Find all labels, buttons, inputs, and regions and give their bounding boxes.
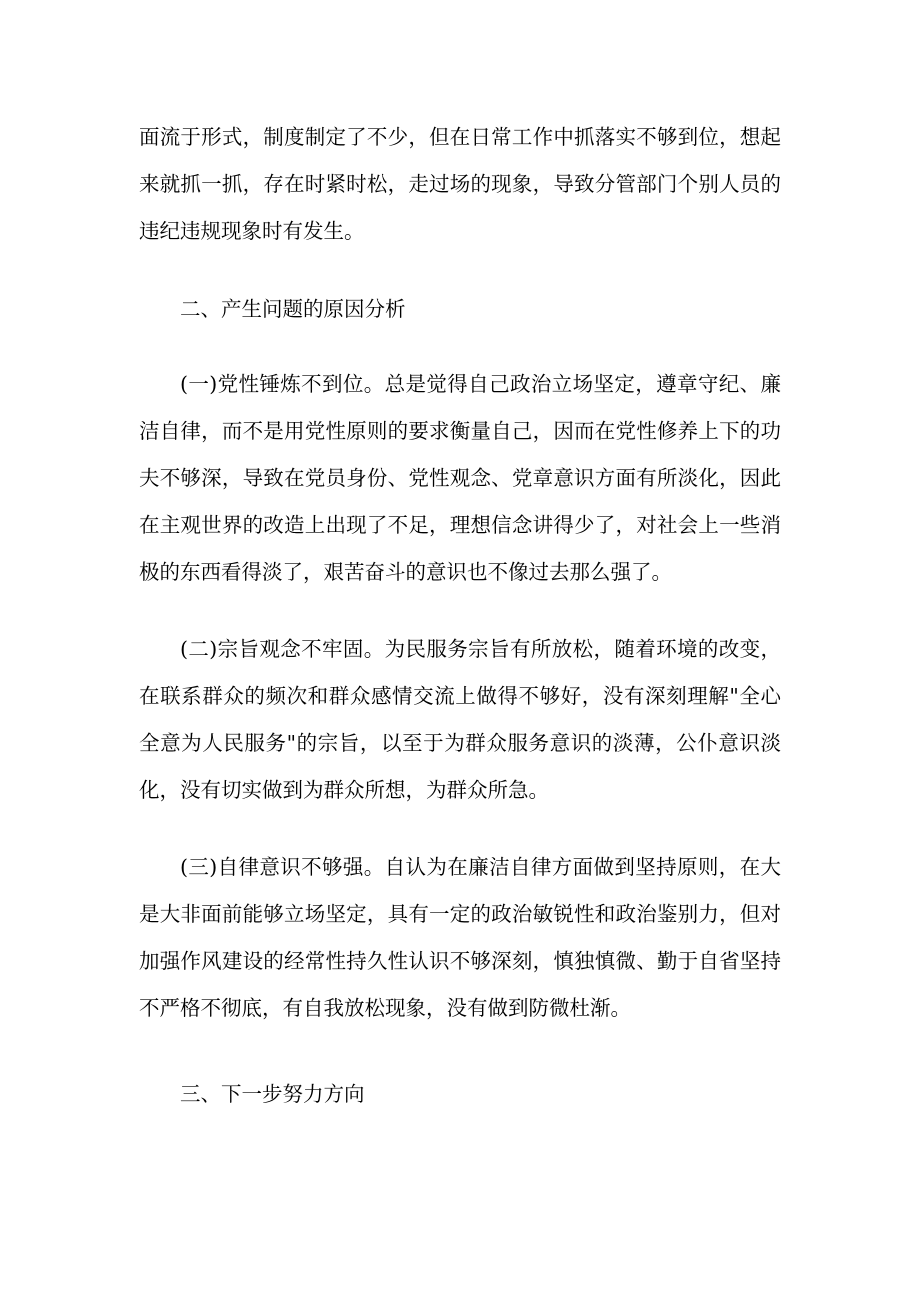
- paragraph-self-discipline: (三)自律意识不够强。自认为在廉洁自律方面做到坚持原则，在大是大非面前能够立场坚定，具有一定的政治敏锐性和政治鉴别力，但对加强作风建设的经常性持久性认识不够深刻，慎独慎微、勤于自省坚持不严格不彻底，有自我放松现象，没有做到防微杜渐。: [139, 855, 781, 1020]
- section-heading-cause-analysis: 二、产生问题的原因分析: [180, 297, 406, 321]
- continuation-paragraph: 面流于形式，制度制定了不少，但在日常工作中抓落实不够到位，想起来就抓一抓，存在时紧时松，走过场的现象，导致分管部门个别人员的违纪违规现象时有发生。: [139, 125, 781, 243]
- paragraph-party-spirit: (一)党性锤炼不到位。总是觉得自己政治立场坚定，遵章守纪、廉洁自律，而不是用党性原则的要求衡量自己，因而在党性修养上下的功夫不够深，导致在党员身份、党性观念、党章意识方面有所淡化，因此在主观世界的改造上出现了不足，理想信念讲得少了，对社会上一些消极的东西看得淡了，艰苦奋斗的意识也不像过去那么强了。: [139, 372, 781, 584]
- section-heading-next-steps: 三、下一步努力方向: [180, 1082, 365, 1106]
- paragraph-purpose-concept: (二)宗旨观念不牢固。为民服务宗旨有所放松，随着环境的改变，在联系群众的频次和群众感情交流上做得不够好，没有深刻理解"全心全意为人民服务"的宗旨，以至于为群众服务意识的淡薄，公仆意识淡化，没有切实做到为群众所想，为群众所急。: [139, 637, 781, 802]
